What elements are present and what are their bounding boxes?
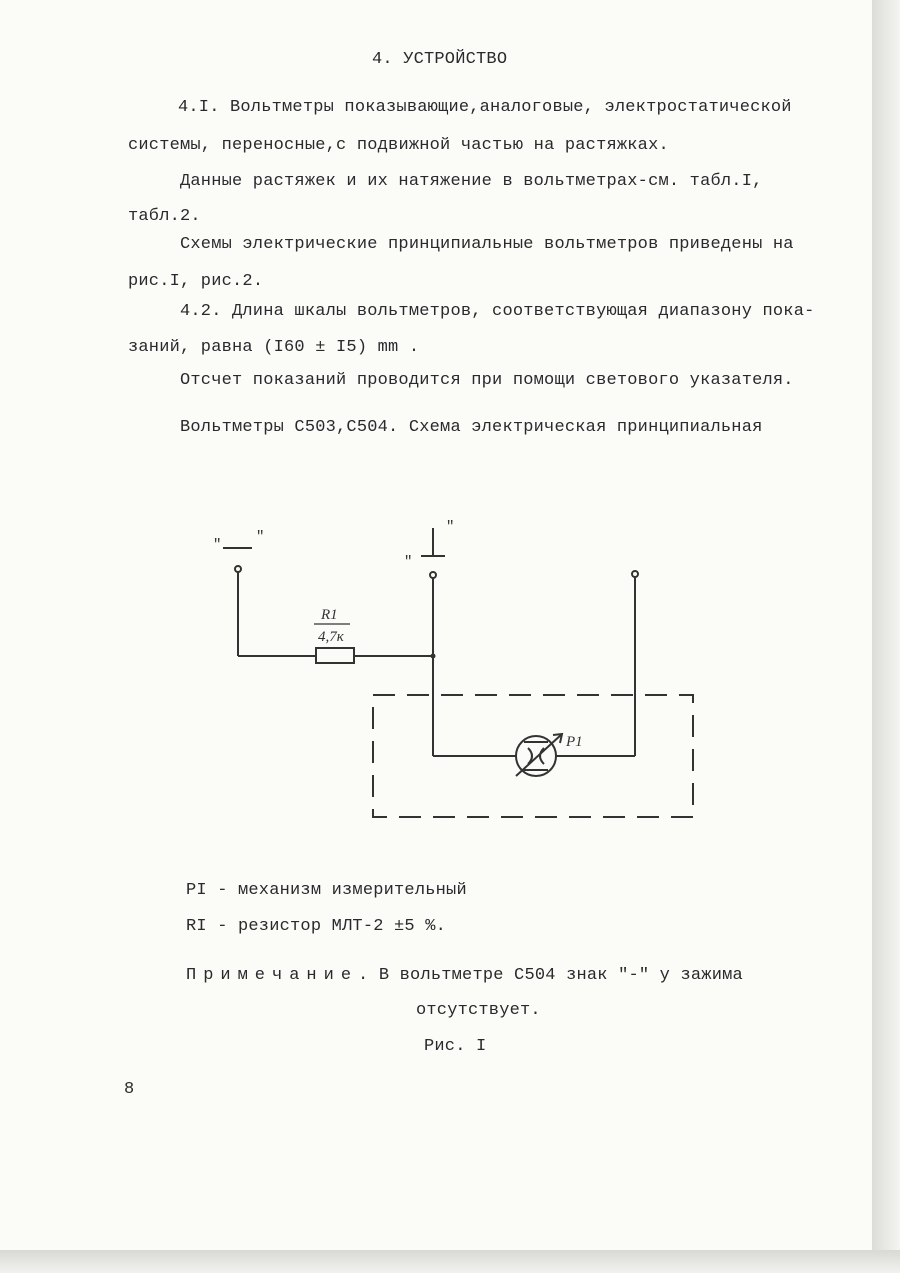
terminal-minus-pin xyxy=(235,566,241,572)
paragraph-tables-line1: Данные растяжек и их натяжение в вольтметрах-см. табл.I, xyxy=(180,172,763,191)
page-edge-shadow xyxy=(872,0,900,1273)
terminal-ground-pin xyxy=(430,572,436,578)
paragraph-schemes-line2: рис.I, рис.2. xyxy=(128,272,264,291)
paragraph-4-2-line2: заний, равна (I60 ± I5) mm . xyxy=(128,338,420,357)
paragraph-schemes-line1: Схемы электрические принципиальные вольтметров приведены на xyxy=(180,235,794,254)
note-label: Примечание xyxy=(186,966,359,985)
svg-text:": " xyxy=(256,529,265,545)
paragraph-4-1-line2: системы, переносные,с подвижной частью на растяжках. xyxy=(128,136,669,155)
paragraph-reading: Отсчет показаний проводится при помощи светового указателя. xyxy=(180,371,794,390)
legend-r1: RI - резистор МЛТ-2 ±5 %. xyxy=(186,917,447,936)
paragraph-tables-line2: табл.2. xyxy=(128,207,201,226)
schematic-caption: Вольтметры С503,С504. Схема электрическая принципиальная xyxy=(180,418,763,437)
paragraph-4-1-line1: 4.I. Вольтметры показывающие,аналоговые, электростатической xyxy=(178,98,792,117)
section-heading: 4. УСТРОЙСТВО xyxy=(372,50,508,69)
note-text-line2: отсутствует. xyxy=(416,1001,541,1020)
note-text-line1: . В вольтметре С504 знак "-" у зажима xyxy=(358,966,743,985)
resistor-r1-label: R1 xyxy=(321,607,338,623)
terminal-right-pin xyxy=(632,571,638,577)
page-number: 8 xyxy=(124,1080,135,1099)
resistor-r1-symbol xyxy=(316,648,354,663)
svg-text:": " xyxy=(446,519,455,535)
terminal-minus-label: " xyxy=(213,537,222,553)
meter-p1-label: P1 xyxy=(566,734,583,750)
resistor-r1-value: 4,7к xyxy=(318,629,344,645)
legend-p1: PI - механизм измерительный xyxy=(186,881,467,900)
paragraph-4-2-line1: 4.2. Длина шкалы вольтметров, соответствующая диапазону пока- xyxy=(180,302,815,321)
figure-caption: Рис. I xyxy=(424,1037,487,1056)
svg-text:": " xyxy=(404,554,413,570)
page-bottom-edge xyxy=(0,1250,900,1273)
note-line1 xyxy=(186,966,743,985)
